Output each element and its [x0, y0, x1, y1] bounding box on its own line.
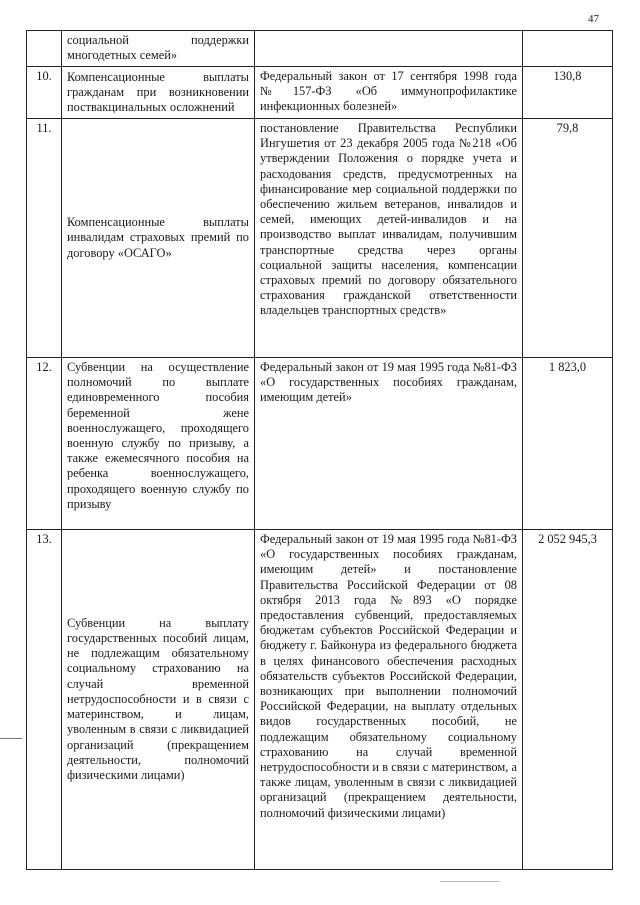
legal-basis [255, 31, 523, 67]
scan-artifact [0, 738, 22, 739]
row-number: 12. [27, 358, 62, 530]
legal-basis: Федеральный закон от 19 мая 1995 года №81-ФЗ «О государственных пособиях гражданам, имеющим детей» и постановление Правительства Российской Федерации от 08 октября 2013 года №893 «О порядке предоставления субвенций, предоставляемых бюджетам субъектов Российской Федерации и бюджету г. Байконура из федерального бюджета в целях финансового обеспечения расходных обязательств субъектов Российской Федерации, возникающих при выполнении полномочий Российской Федерации, на выплату отдельных видов государственных пособий, не подлежащим обязательному социальному страхованию на случай временной нетрудоспособности и в связи с материнством, а также лицам, уволенным в связи с ликвидацией организаций (прекращением деятельности, полномочий физическими лицами) [255, 530, 523, 870]
legal-basis: Федеральный закон от 19 мая 1995 года №81-ФЗ «О государственных пособиях гражданам, имеющим детей» [255, 358, 523, 530]
table-row [27, 119, 613, 358]
legal-basis: Федеральный закон от 17 сентября 1998 года №157-ФЗ «Об иммунопрофилактике инфекционных болезней» [255, 67, 523, 119]
table-row [27, 530, 613, 870]
legal-basis: постановление Правительства Республики Ингушетия от 23 декабря 2005 года №218 «Об утверждении Положения о порядке учета и расходования средств, предусмотренных на финансирование мер социальной поддержки по обеспечению жильем ветеранов, инвалидов и семей, имеющих детей-инвалидов и на производство выплат инвалидам, получившим транспортные средства через органы социальной защиты населения, компенсации страховых премий по договору обязательного страхования гражданской ответственности владельцев транспортных средств» [255, 119, 523, 358]
row-number: 11. [27, 119, 62, 358]
row-number: 10. [27, 67, 62, 119]
page-number: 47 [588, 13, 599, 25]
row-number: 13. [27, 530, 62, 870]
scan-artifact [440, 881, 500, 882]
expenditure-table [26, 30, 613, 870]
row-number [27, 31, 62, 67]
table-row [27, 67, 613, 119]
amount-value: 79,8 [523, 119, 613, 358]
measure-name: социальной поддержки многодетных семей» [62, 31, 255, 67]
table-row [27, 358, 613, 530]
measure-name: Субвенции на выплату государственных пособий лицам, не подлежащим обязательному социальному страхованию на случай временной нетрудоспособности и в связи с материнством, и лицам, уволенным в связи с ликвидацией организаций (прекращением деятельности, полномочий физическими лицами) [62, 530, 255, 870]
table-row [27, 31, 613, 67]
measure-name: Субвенции на осуществление полномочий по выплате единовременного пособия беременной жене военнослужащего, проходящего военную службу по призыву, а также ежемесячного пособия на ребенка военнослужащего, проходящего военную службу по призыву [62, 358, 255, 530]
measure-name: Компенсационные выплаты инвалидам страховых премий по договору «ОСАГО» [62, 119, 255, 358]
measure-name: Компенсационные выплаты гражданам при возникновении поствакцинальных осложнений [62, 67, 255, 119]
amount-value: 2 052 945,3 [523, 530, 613, 870]
amount-value: 1 823,0 [523, 358, 613, 530]
amount-value [523, 31, 613, 67]
amount-value: 130,8 [523, 67, 613, 119]
